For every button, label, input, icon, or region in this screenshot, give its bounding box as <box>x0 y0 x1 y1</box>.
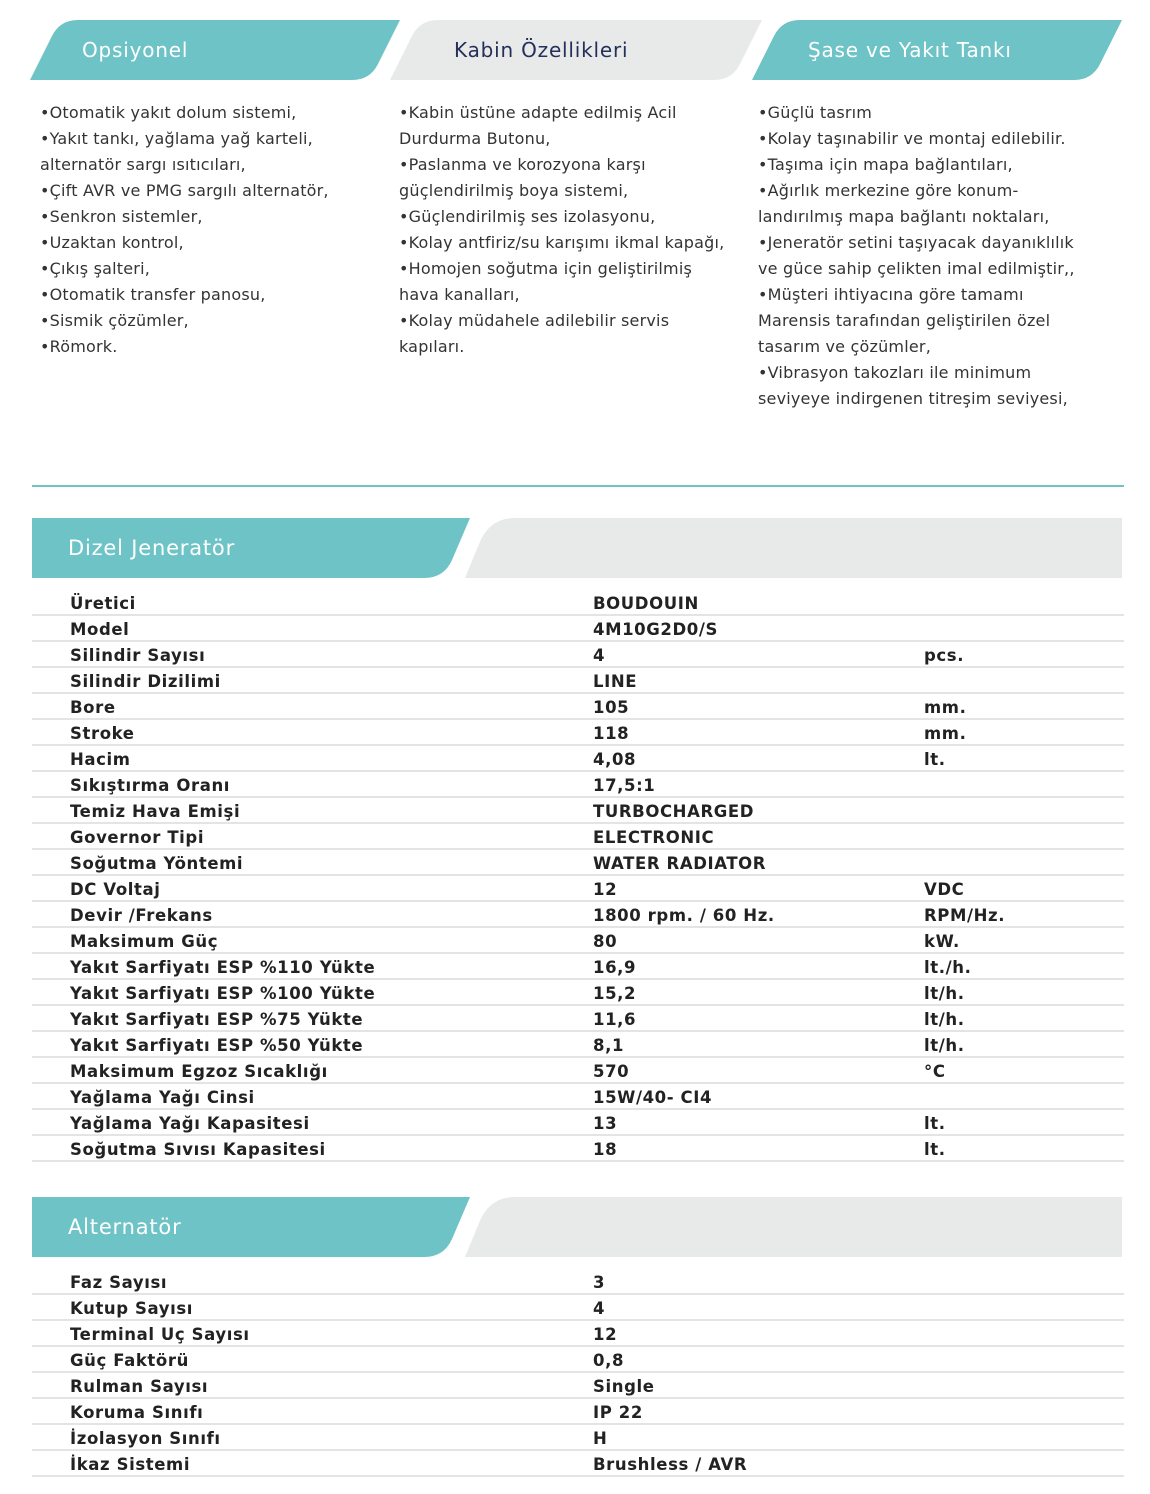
spec-value: 118 <box>593 724 630 743</box>
spec-value: IP 22 <box>593 1403 643 1422</box>
spec-label: Yakıt Sarfiyatı ESP %110 Yükte <box>70 958 376 977</box>
table-row <box>32 746 1124 772</box>
list-item: •Kabin üstüne adapte edilmiş Acil <box>399 103 677 122</box>
table-row <box>32 798 1124 824</box>
spec-label: Soğutma Sıvısı Kapasitesi <box>70 1140 326 1159</box>
table-row <box>32 1399 1124 1425</box>
spec-label: Yağlama Yağı Cinsi <box>70 1088 255 1107</box>
tab-kabin-ozellikleri <box>390 20 762 80</box>
table-row <box>32 1451 1124 1477</box>
alternator-spec-table <box>32 1269 1124 1477</box>
spec-value: 12 <box>593 880 618 899</box>
header-shape <box>465 1197 1122 1257</box>
table-row <box>32 824 1124 850</box>
spec-unit: mm. <box>924 698 967 717</box>
spec-value: 12 <box>593 1325 618 1344</box>
spec-label: Devir /Frekans <box>70 906 213 925</box>
table-row <box>32 694 1124 720</box>
alternator-header-backdrop <box>465 1197 1122 1257</box>
spec-value: 0,8 <box>593 1351 625 1370</box>
table-row <box>32 1110 1124 1136</box>
spec-value: 4M10G2D0/S <box>593 620 718 639</box>
spec-label: Bore <box>70 698 116 717</box>
list-item: •Yakıt tankı, yağlama yağ karteli, <box>40 129 313 148</box>
spec-label: Yakıt Sarfiyatı ESP %50 Yükte <box>70 1036 364 1055</box>
table-row <box>32 1058 1124 1084</box>
section-divider <box>32 485 1124 487</box>
list-item: •Kolay antfiriz/su karışımı ikmal kapağı, <box>399 233 725 252</box>
spec-value: 4 <box>593 1299 606 1318</box>
spec-label: Sıkıştırma Oranı <box>70 776 231 795</box>
list-item: •Çıkış şalteri, <box>40 259 150 278</box>
table-row <box>32 616 1124 642</box>
list-item: •Müşteri ihtiyacına göre tamamı <box>758 285 1024 304</box>
list-item: •Paslanma ve korozyona karşı <box>399 155 646 174</box>
table-row <box>32 642 1124 668</box>
list-item: •Çift AVR ve PMG sargılı alternatör, <box>40 181 329 200</box>
section-title: Alternatör <box>68 1215 182 1239</box>
spec-label: Yağlama Yağı Kapasitesi <box>70 1114 310 1133</box>
spec-label: Model <box>70 620 130 639</box>
spec-value: 3 <box>593 1273 606 1292</box>
list-item: güçlendirilmiş boya sistemi, <box>399 181 629 200</box>
spec-label: Koruma Sınıfı <box>70 1403 204 1422</box>
spec-value: 4 <box>593 646 606 665</box>
spec-label: Soğutma Yöntemi <box>70 854 244 873</box>
list-item: •Otomatik transfer panosu, <box>40 285 266 304</box>
list-item: hava kanalları, <box>399 285 520 304</box>
tab-sase-yakit-tanki <box>752 20 1122 80</box>
table-row <box>32 772 1124 798</box>
list-item: Marensis tarafından geliştirilen özel <box>758 311 1051 330</box>
spec-value: 1800 rpm. / 60 Hz. <box>593 906 775 925</box>
list-item: •Jeneratör setini taşıyacak dayanıklılık <box>758 233 1074 252</box>
list-item: •Uzaktan kontrol, <box>40 233 184 252</box>
spec-value: 80 <box>593 932 618 951</box>
spec-unit: lt/h. <box>924 1036 965 1055</box>
table-row <box>32 876 1124 902</box>
spec-label: Faz Sayısı <box>70 1273 168 1292</box>
table-row <box>32 1347 1124 1373</box>
list-item: alternatör sargı ısıtıcıları, <box>40 155 246 174</box>
spec-value: 16,9 <box>593 958 637 977</box>
table-row <box>32 1084 1124 1110</box>
spec-unit: pcs. <box>924 646 965 665</box>
spec-label: Hacim <box>70 750 131 769</box>
list-item: •Kolay taşınabilir ve montaj edilebilir. <box>758 129 1066 148</box>
spec-label: Maksimum Egzoz Sıcaklığı <box>70 1062 328 1081</box>
list-item: •Römork. <box>40 337 118 356</box>
spec-value: 8,1 <box>593 1036 625 1055</box>
list-item: ve güce sahip çelikten imal edilmiştir,, <box>758 259 1075 278</box>
spec-label: Rulman Sayısı <box>70 1377 209 1396</box>
spec-unit: °C <box>924 1062 946 1081</box>
alternator-section-header <box>32 1197 470 1257</box>
spec-value: 17,5:1 <box>593 776 656 795</box>
engine-header-backdrop <box>465 518 1122 578</box>
spec-unit: lt. <box>924 750 946 769</box>
table-row <box>32 590 1124 616</box>
spec-value: TURBOCHARGED <box>593 802 755 821</box>
table-row <box>32 1321 1124 1347</box>
spec-value: 570 <box>593 1062 630 1081</box>
header-shape <box>465 518 1122 578</box>
spec-value: 105 <box>593 698 630 717</box>
engine-spec-table <box>32 590 1124 1162</box>
list-item: tasarım ve çözümler, <box>758 337 931 356</box>
table-row <box>32 902 1124 928</box>
table-row <box>32 850 1124 876</box>
spec-value: 13 <box>593 1114 618 1133</box>
table-row <box>32 954 1124 980</box>
spec-label: Stroke <box>70 724 135 743</box>
table-row <box>32 1269 1124 1295</box>
table-row <box>32 980 1124 1006</box>
spec-value: 11,6 <box>593 1010 637 1029</box>
list-item: •Kolay müdahele adilebilir servis <box>399 311 670 330</box>
spec-value: H <box>593 1429 608 1448</box>
spec-label: Temiz Hava Emişi <box>70 802 241 821</box>
spec-label: Maksimum Güç <box>70 932 219 951</box>
spec-unit: lt. <box>924 1114 946 1133</box>
spec-value: LINE <box>593 672 638 691</box>
tab-title: Kabin Özellikleri <box>454 38 629 62</box>
spec-label: Yakıt Sarfiyatı ESP %100 Yükte <box>70 984 376 1003</box>
tab-title: Opsiyonel <box>82 38 189 62</box>
spec-unit: lt/h. <box>924 1010 965 1029</box>
list-item: •Ağırlık merkezine göre konum- <box>758 181 1019 200</box>
list-item: seviyeye indirgenen titreşim seviyesi, <box>758 389 1068 408</box>
spec-label: DC Voltaj <box>70 880 161 899</box>
list-item: •Güçlendirilmiş ses izolasyonu, <box>399 207 656 226</box>
list-item: •Senkron sistemler, <box>40 207 203 226</box>
spec-unit: lt/h. <box>924 984 965 1003</box>
sase-list <box>758 100 1075 412</box>
spec-label: Üretici <box>70 594 136 613</box>
spec-value: 18 <box>593 1140 618 1159</box>
section-title: Dizel Jeneratör <box>68 536 236 560</box>
spec-value: WATER RADIATOR <box>593 854 767 873</box>
table-row <box>32 668 1124 694</box>
spec-label: Silindir Sayısı <box>70 646 206 665</box>
spec-label: İkaz Sistemi <box>70 1455 191 1474</box>
spec-label: Yakıt Sarfiyatı ESP %75 Yükte <box>70 1010 364 1029</box>
spec-value: 4,08 <box>593 750 637 769</box>
spec-unit: lt. <box>924 1140 946 1159</box>
spec-unit: lt./h. <box>924 958 972 977</box>
spec-unit: VDC <box>924 880 965 899</box>
spec-unit: kW. <box>924 932 960 951</box>
spec-unit: RPM/Hz. <box>924 906 1006 925</box>
table-row <box>32 720 1124 746</box>
table-row <box>32 928 1124 954</box>
list-item: •Taşıma için mapa bağlantıları, <box>758 155 1013 174</box>
table-row <box>32 1373 1124 1399</box>
kabin-list <box>399 100 724 360</box>
engine-section-header <box>32 518 470 578</box>
list-item: •Sismik çözümler, <box>40 311 189 330</box>
spec-label: İzolasyon Sınıfı <box>70 1429 221 1448</box>
spec-value: 15W/40- CI4 <box>593 1088 713 1107</box>
table-row <box>32 1425 1124 1451</box>
spec-unit: mm. <box>924 724 967 743</box>
spec-label: Güç Faktörü <box>70 1351 189 1370</box>
spec-value: Brushless / AVR <box>593 1455 748 1474</box>
spec-value: Single <box>593 1377 655 1396</box>
tab-title: Şase ve Yakıt Tankı <box>808 38 1012 62</box>
spec-label: Kutup Sayısı <box>70 1299 194 1318</box>
spec-label: Governor Tipi <box>70 828 205 847</box>
list-item: •Güçlü tasrım <box>758 103 873 122</box>
list-item: landırılmış mapa bağlantı noktaları, <box>758 207 1050 226</box>
table-row <box>32 1295 1124 1321</box>
list-item: •Homojen soğutma için geliştirilmiş <box>399 259 693 278</box>
list-item: Durdurma Butonu, <box>399 129 551 148</box>
spec-label: Terminal Uç Sayısı <box>70 1325 250 1344</box>
table-row <box>32 1136 1124 1162</box>
spec-value: BOUDOUIN <box>593 594 699 613</box>
list-item: •Otomatik yakıt dolum sistemi, <box>40 103 297 122</box>
spec-label: Silindir Dizilimi <box>70 672 221 691</box>
table-row <box>32 1032 1124 1058</box>
spec-value: ELECTRONIC <box>593 828 715 847</box>
table-row <box>32 1006 1124 1032</box>
list-item: kapıları. <box>399 337 465 356</box>
opsiyonel-list <box>40 100 329 360</box>
spec-value: 15,2 <box>593 984 637 1003</box>
list-item: •Vibrasyon takozları ile minimum <box>758 363 1032 382</box>
tab-opsiyonel <box>30 20 400 80</box>
